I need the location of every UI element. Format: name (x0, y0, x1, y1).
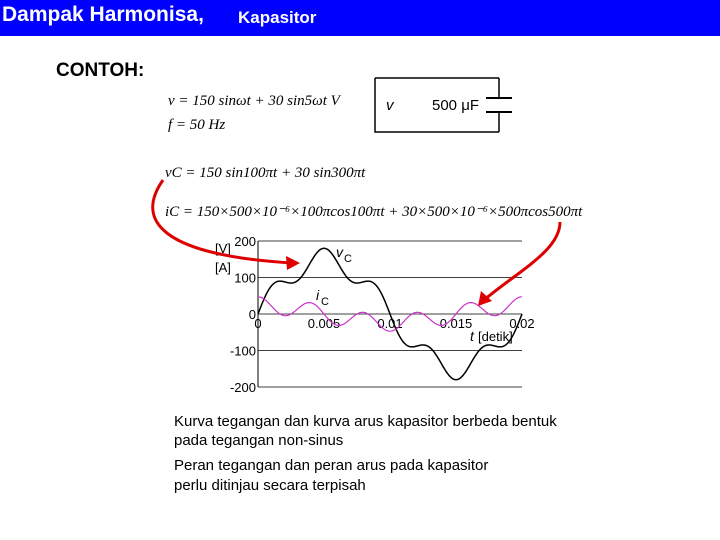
series-label-ic: i (316, 287, 320, 303)
y-tick-label: -100 (229, 343, 256, 359)
frequency-equation: f = 50 Hz (168, 117, 226, 133)
waveform-chart (215, 234, 535, 395)
note-line-3: Peran tegangan dan peran arus pada kapasitor (174, 457, 489, 474)
voltage-equation: v = 150 sinωt + 30 sin5ωt V (168, 93, 340, 109)
x-tick-label: 0.02 (509, 316, 535, 331)
y-tick-label: 100 (234, 270, 256, 286)
series-label-vc-subscript: C (344, 253, 352, 265)
note-line-4: perlu ditinjau secara terpisah (174, 477, 366, 494)
note-line-1: Kurva tegangan dan kurva arus kapasitor berbeda bentuk (174, 413, 557, 430)
x-axis-label-unit: [detik] (478, 329, 513, 344)
y-tick-label: 0 (248, 307, 256, 322)
note-line-2: pada tegangan non-sinus (174, 432, 344, 449)
section-label: CONTOH: (56, 60, 145, 81)
capacitor-label: 500 μF (432, 97, 479, 114)
y-axis-label-amp: [A] (215, 260, 231, 275)
vc-equation: vC = 150 sin100πt + 30 sin300πt (165, 165, 366, 181)
source-label: v (386, 97, 394, 114)
x-tick-label: 0.005 (307, 316, 341, 331)
series-label-vc: v (336, 244, 343, 260)
y-tick-label: 200 (234, 234, 256, 249)
annotation-arrows (153, 180, 560, 306)
page-subtitle: Kapasitor (238, 8, 317, 27)
circuit-diagram (375, 78, 512, 132)
x-tick-label: 0 (254, 316, 262, 331)
arrow-head-vc (286, 256, 300, 270)
x-tick-label: 0.01 (377, 316, 403, 331)
x-axis-label-var: t (470, 328, 474, 344)
arrow-head-ic (478, 291, 492, 306)
y-axis-label-volt: [V] (215, 241, 231, 256)
y-tick-label: -200 (229, 380, 256, 395)
x-tick-label: 0.015 (439, 316, 473, 331)
arrow-to-ic (484, 222, 560, 300)
series-label-ic-subscript: C (321, 296, 329, 308)
page-title: Dampak Harmonisa, (2, 3, 204, 26)
ic-equation: iC = 150×500×10⁻⁶×100πcos100πt + 30×500×10⁻⁶×500πcos500πt (165, 204, 583, 220)
